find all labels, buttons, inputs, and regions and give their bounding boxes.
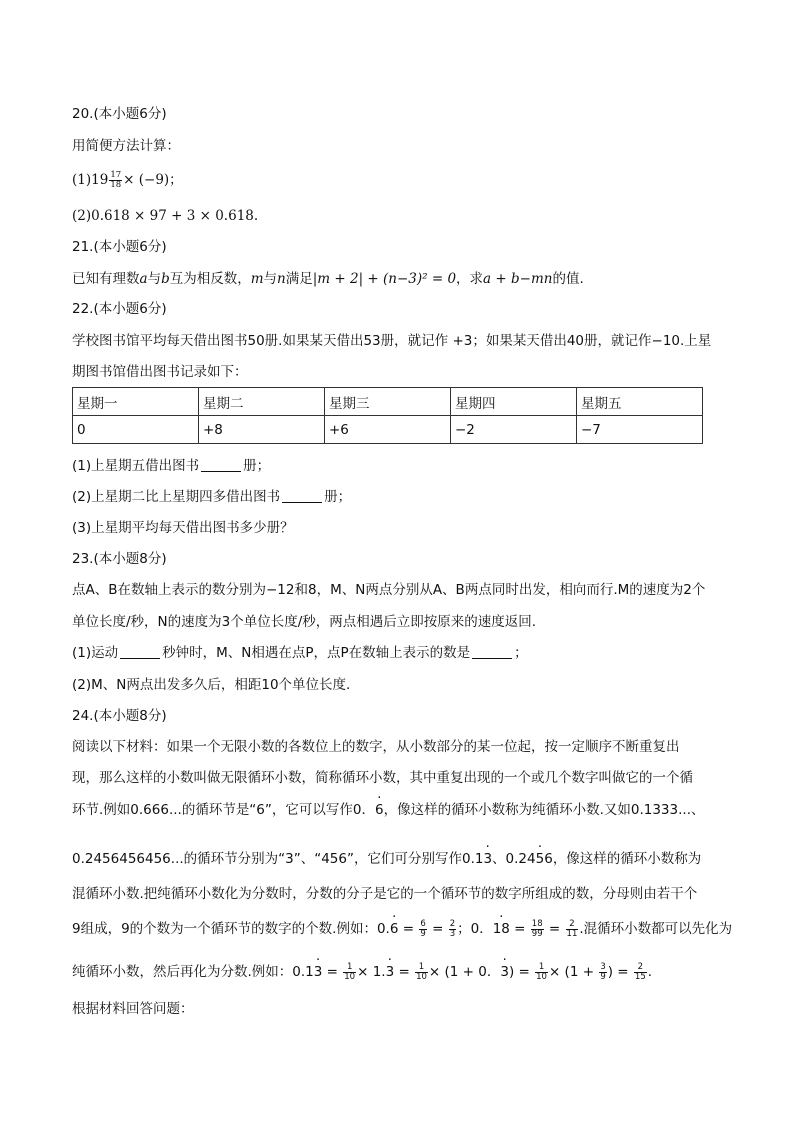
q22-header: 22.(本小题6分) [72, 301, 167, 317]
table-row [73, 416, 703, 444]
q23-sub1: (1)运动 秒钟时，M、N相遇在点P，点P在数轴上表示的数是 ； [72, 645, 528, 661]
fraction: $\frac{2}{3}$ [449, 918, 456, 939]
borrow-record-table [72, 387, 703, 444]
fraction: $\frac{1}{10}$ [536, 961, 547, 982]
q24-line2: 现，那么这样的小数叫做无限循环小数，简称循环小数，其中重复出现的一个或几个数字叫做它的一个循 [72, 770, 693, 786]
answer-blank [282, 488, 322, 503]
q24-line7: 纯循环小数，然后再化为分数.例如：0.1· 3 = $\frac{1}{10}$ × 1.· 3 = $\frac{1}{10}$ × (1 + 0．· 3) = $\frac{1}{10}$ × (1 + $\frac{3}{9}$ ) = $\frac{2}{15}$ . [72, 962, 652, 982]
table-cell: 0 [73, 416, 199, 444]
mixed-fraction: $\frac{17}{18}$ [110, 170, 122, 190]
q20-header: 20.(本小题6分) [72, 106, 167, 122]
q20-part2: (2)0.618 × 97 + 3 × 0.618. [72, 208, 259, 224]
q24-header: 24.(本小题8分) [72, 708, 167, 724]
q22-line1: 学校图书馆平均每天借出图书50册.如果某天借出53册，就记作 +3；如果某天借出40册，就记作−10.上星 [72, 333, 712, 349]
q24-line4: 0.2456456456...的循环节分别为“3”、“456”，它们可分别写作0.1· 3、0.2· 456，像这样的循环小数称为 [72, 849, 701, 869]
table-header-row [73, 388, 703, 416]
table-header-cell: 星期二 [199, 388, 325, 416]
answer-blank [472, 644, 512, 659]
q20-part1: (1)19 $\frac{17}{18}$ × (−9)； [72, 170, 183, 190]
fraction: $\frac{6}{9}$ [420, 918, 426, 939]
table-header-cell: 星期四 [451, 388, 577, 416]
q22-sub2: (2)上星期二比上星期四多借出图书 册； [72, 489, 352, 505]
table-cell: +8 [199, 416, 325, 444]
q24-tail: 根据材料回答问题： [72, 1001, 194, 1017]
fraction: $\frac{1}{10}$ [344, 961, 356, 982]
table-header-cell: 星期一 [73, 388, 199, 416]
q22-sub1: (1)上星期五借出图书 册； [72, 458, 271, 474]
q24-line5: 混循环小数.把纯循环小数化为分数时，分数的分子是它的一个循环节的数字所组成的数，分母则由若干个 [72, 886, 698, 902]
q23-line1: 点A、B在数轴上表示的数分别为−12和8，M、N两点分别从A、B两点同时出发，相向而行.M的速度为2个 [72, 582, 706, 598]
answer-blank [201, 457, 241, 472]
q23-line2: 单位长度/秒，N的速度为3个单位长度/秒，两点相遇后立即按原来的速度返回. [72, 614, 537, 630]
q22-sub3: (3)上星期平均每天借出图书多少册？ [72, 520, 294, 536]
q24-line1: 阅读以下材料：如果一个无限小数的各数位上的数字，从小数部分的某一位起，按一定顺序不断重复出 [72, 739, 680, 755]
fraction: $\frac{1}{10}$ [416, 961, 427, 982]
q24-line6: 9组成，9的个数为一个循环节的数字的个数.例如：0.· 6 = $\frac{6}{9}$ = $\frac{2}{3}$ ；0．· 18 = $\frac{18}{99}$ = $\frac{2}{11}$ .混循环小数都可以先化为 [72, 919, 732, 939]
fraction: $\frac{2}{11}$ [566, 918, 578, 939]
q21-body: 已知有理数a与b互为相反数，m与n满足|m + 2| + (n−3)² = 0，求a + b−mn的值. [72, 271, 584, 287]
fraction: $\frac{3}{9}$ [600, 961, 606, 982]
table-cell: −2 [451, 416, 577, 444]
q24-line3: 环节.例如0.666...的循环节是“6”，它可以写作0．· 6，像这样的循环小数称为纯循环小数.又如0.1333...、 [72, 800, 704, 820]
q22-line2: 期图书馆借出图书记录如下： [72, 364, 248, 380]
q20-intro: 用简便方法计算： [72, 138, 180, 154]
table-cell: −7 [577, 416, 703, 444]
fraction: $\frac{2}{15}$ [634, 961, 646, 982]
q23-header: 23.(本小题8分) [72, 551, 167, 567]
q21-header: 21.(本小题6分) [72, 239, 167, 255]
q23-sub2: (2)M、N两点出发多久后，相距10个单位长度. [72, 677, 351, 693]
table-header-cell: 星期三 [325, 388, 451, 416]
answer-blank [120, 644, 160, 659]
table-header-cell: 星期五 [577, 388, 703, 416]
fraction: $\frac{18}{99}$ [531, 918, 543, 939]
table-cell: +6 [325, 416, 451, 444]
